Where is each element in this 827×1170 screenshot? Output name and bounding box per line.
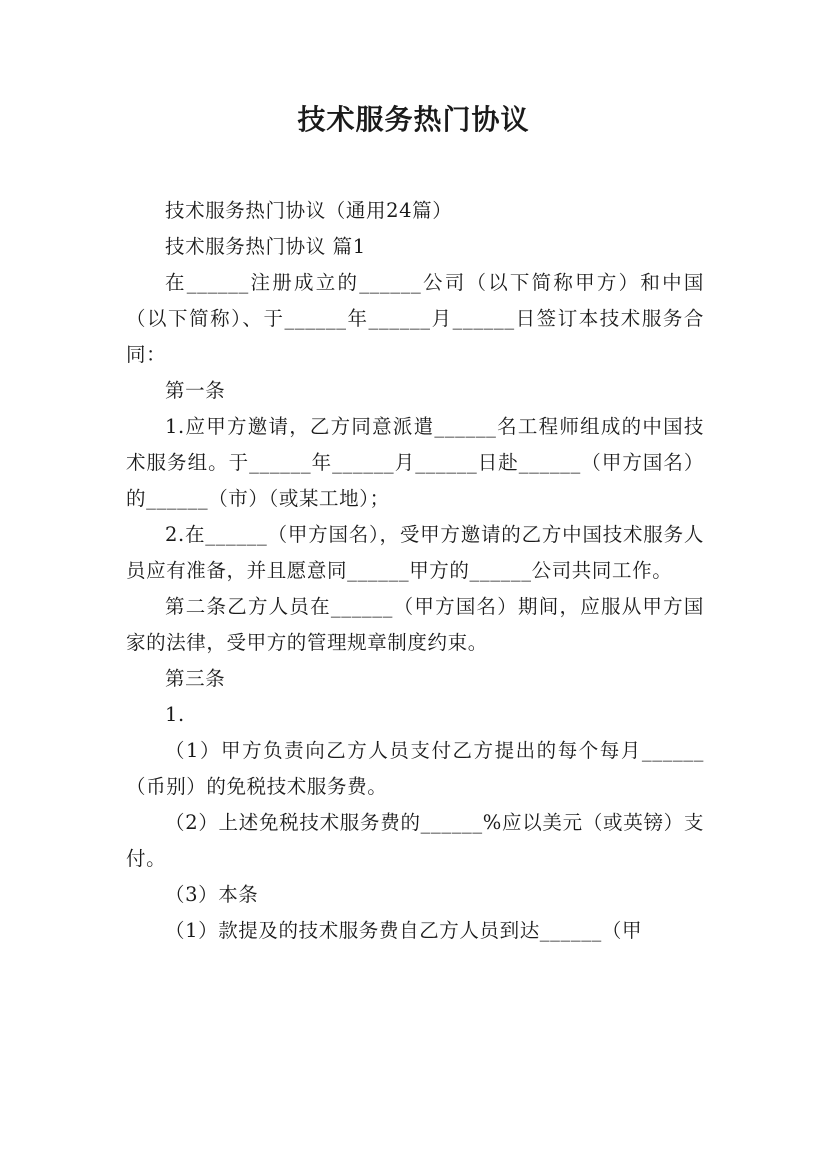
paragraph: 1.应甲方邀请，乙方同意派遣______名工程师组成的中国技术服务组。于______年______月______日赴______（甲方国名）的______（市）（或某工地）； — [126, 415, 704, 510]
paragraph: 第一条 — [165, 379, 226, 402]
paragraph: （2）上述免税技术服务费的______%应以美元（或英镑）支付。 — [126, 811, 704, 870]
paragraph: （1）款提及的技术服务费自乙方人员到达______（甲 — [165, 919, 643, 942]
paragraph: （3）本条 — [165, 883, 259, 906]
paragraph: （1）甲方负责向乙方人员支付乙方提出的每个每月______（币别）的免税技术服务费。 — [126, 739, 704, 798]
paragraph: 在______注册成立的______公司（以下简称甲方）和中国（以下简称）、于______年______月______日签订本技术服务合同： — [126, 271, 704, 366]
paragraph: 第二条乙方人员在______（甲方国名）期间，应服从甲方国家的法律，受甲方的管理规章制度约束。 — [126, 595, 704, 654]
document-title: 技术服务热门协议 — [297, 103, 530, 136]
paragraph: 1. — [165, 703, 185, 726]
paragraph: 技术服务热门协议 篇1 — [165, 235, 366, 258]
paragraph: 2.在______（甲方国名），受甲方邀请的乙方中国技术服务人员应有准备，并且愿意同______甲方的______公司共同工作。 — [126, 523, 704, 582]
paragraph: 第三条 — [165, 667, 226, 690]
paragraph: 技术服务热门协议（通用24篇） — [165, 199, 453, 222]
document-body — [126, 193, 704, 949]
